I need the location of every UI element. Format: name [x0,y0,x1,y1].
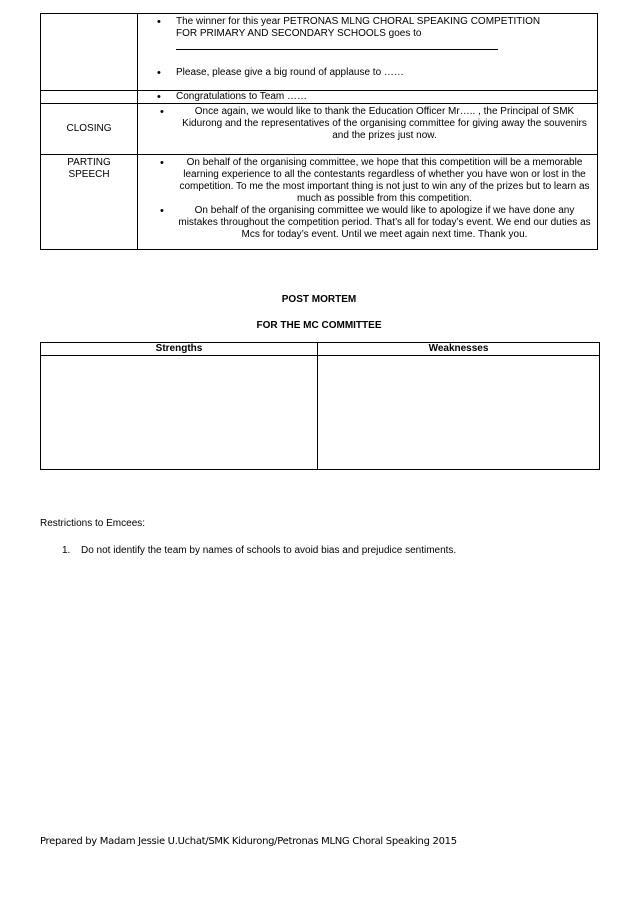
weaknesses-header: Weaknesses [318,343,600,356]
content-cell-congrats [138,91,598,104]
table-header-row [41,343,600,356]
bullet-closing [138,106,591,142]
content-cell-parting [138,155,598,250]
label-cell-empty [41,14,138,91]
winner-line-2: FOR PRIMARY AND SECONDARY SCHOOLS goes to [176,28,422,39]
bullet-parting-2 [138,205,591,241]
winner-line-1: The winner for this year PETRONAS MLNG CHORAL SPEAKING COMPETITION [176,16,541,27]
restriction-text: Do not identify the team by names of schools to avoid bias and prejudice sentiments. [81,545,457,556]
parting-item-2: On behalf of the organising committee we would like to apologize if we have done any mistakes throughout the competition period. That’s all for today’s event. We end our duties as Mcs for today’s event. Until we meet again next time. Thank you. [178,205,591,240]
closing-label: CLOSING [66,123,112,134]
table-row-empty [41,356,600,470]
bullet-applause [138,67,591,79]
content-cell-closing [138,104,598,155]
weaknesses-cell[interactable] [318,356,600,470]
post-mortem-table [40,342,600,470]
content-cell-winner [138,14,598,91]
page-footer: Prepared by Madam Jessie U.Uchat/SMK Kidurong/Petronas MLNG Choral Speaking 2015 [40,836,457,847]
bullet-congrats [138,91,591,103]
bullet-winner [138,16,591,50]
bullet-parting-1 [138,157,591,205]
label-cell-empty [41,91,138,104]
restrictions-heading: Restrictions to Emcees: [40,518,146,529]
mc-script-table [40,13,598,250]
parting-item-1: On behalf of the organising committee, we hope that this competition will be a memorable learning experience to all the contestants regardless of whether you have won or lost in the competition. To me the most important thing is not just to win any of the prizes but to learn as much as possible from this competition. [179,157,590,204]
table-row-winner [41,14,598,91]
strengths-header: Strengths [41,343,318,356]
post-mortem-title: POST MORTEM [281,294,357,305]
table-row-congrats [41,91,598,104]
closing-text: Once again, we would like to thank the Education Officer Mr….. , the Principal of SMK Kidurong and the representatives of the organising committee for giving away the souvenirs and the prizes just now. [182,106,587,141]
label-cell-closing [41,104,138,155]
blank-line [176,40,498,50]
post-mortem-subtitle: FOR THE MC COMMITTEE [256,320,382,331]
label-cell-parting [41,155,138,250]
restriction-item [62,545,456,556]
parting-label-1: PARTING [67,157,111,168]
parting-label-2: SPEECH [68,169,110,180]
restriction-number: 1. [62,545,71,556]
strengths-cell[interactable] [41,356,318,470]
congrats-text: Congratulations to Team …… [176,91,307,102]
table-row-closing [41,104,598,155]
table-row-parting [41,155,598,250]
applause-text: Please, please give a big round of applause to …… [176,67,404,78]
